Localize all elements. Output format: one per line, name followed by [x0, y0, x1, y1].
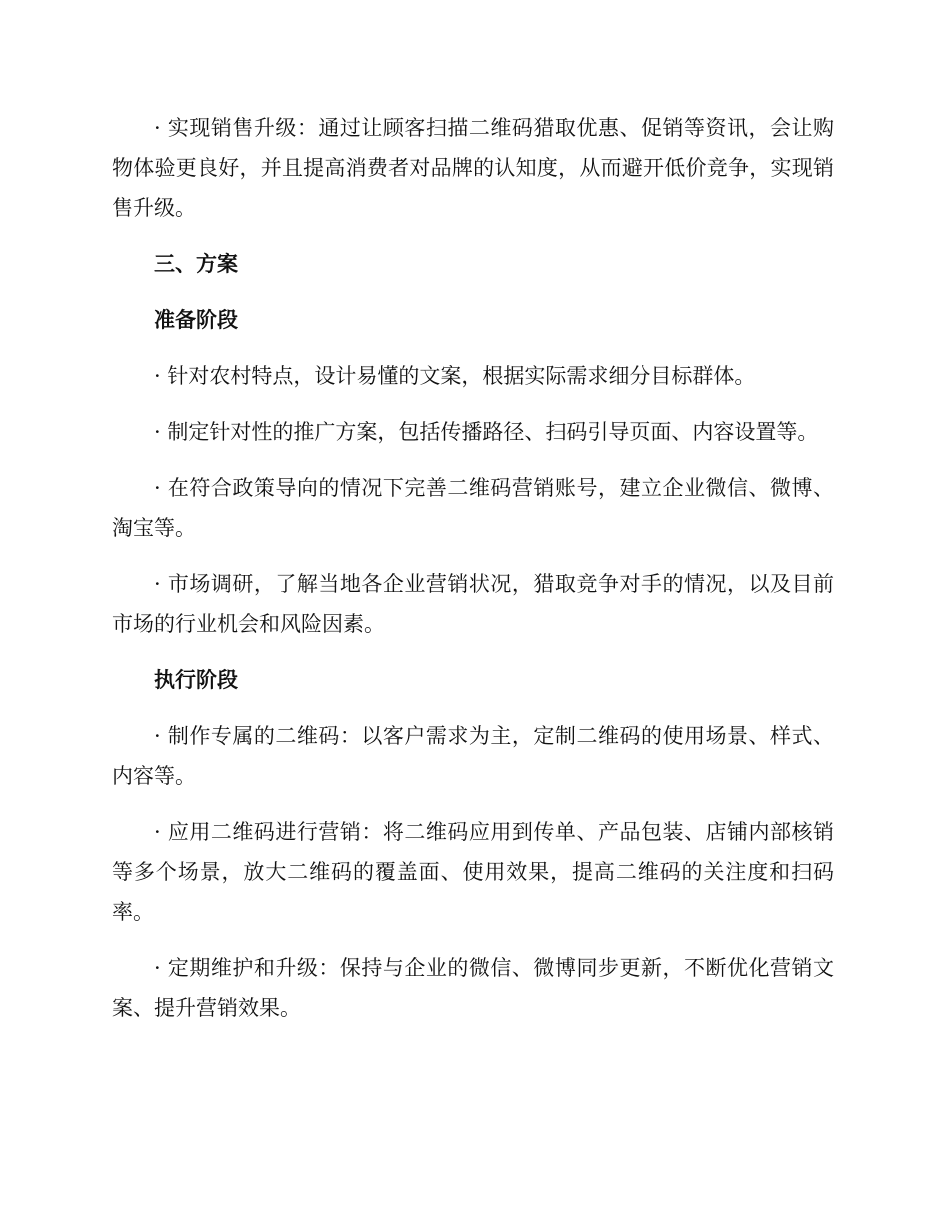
spacer [112, 548, 834, 564]
document-page [112, 108, 834, 1028]
spacer [112, 452, 834, 468]
spacer [112, 644, 834, 660]
bullet-market-research: · 市场调研，了解当地各企业营销状况，猎取竞争对手的情况，以及目前市场的行业机会和风险因素。 [112, 572, 834, 636]
bullet-maintenance: · 定期维护和升级：保持与企业的微信、微博同步更新，不断优化营销文案、提升营销效果。 [112, 956, 834, 1020]
spacer [112, 340, 834, 356]
spacer [112, 284, 834, 300]
bullet-marketing-accounts: · 在符合政策导向的情况下完善二维码营销账号，建立企业微信、微博、淘宝等。 [112, 476, 834, 540]
spacer [112, 396, 834, 412]
bullet-sales-upgrade: · 实现销售升级：通过让顾客扫描二维码猎取优惠、促销等资讯，会让购物体验更良好，并且提高消费者对品牌的认知度，从而避开低价竞争，实现销售升级。 [112, 116, 834, 220]
bullet-promotion-plan: · 制定针对性的推广方案，包括传播路径、扫码引导页面、内容设置等。 [154, 420, 819, 444]
spacer [112, 796, 834, 812]
bullet-custom-qr: · 制作专属的二维码：以客户需求为主，定制二维码的使用场景、样式、内容等。 [112, 724, 834, 788]
spacer [112, 228, 834, 244]
spacer [112, 700, 834, 716]
bullet-rural-copywriting: · 针对农村特点，设计易懂的文案，根据实际需求细分目标群体。 [154, 364, 756, 388]
section-heading-plan: 三、方案 [154, 252, 238, 276]
subheading-execution: 执行阶段 [154, 668, 238, 692]
subheading-preparation: 准备阶段 [154, 308, 238, 332]
spacer [112, 932, 834, 948]
bullet-apply-qr: · 应用二维码进行营销：将二维码应用到传单、产品包装、店铺内部核销等多个场景，放大二维码的覆盖面、使用效果，提高二维码的关注度和扫码率。 [112, 820, 834, 924]
